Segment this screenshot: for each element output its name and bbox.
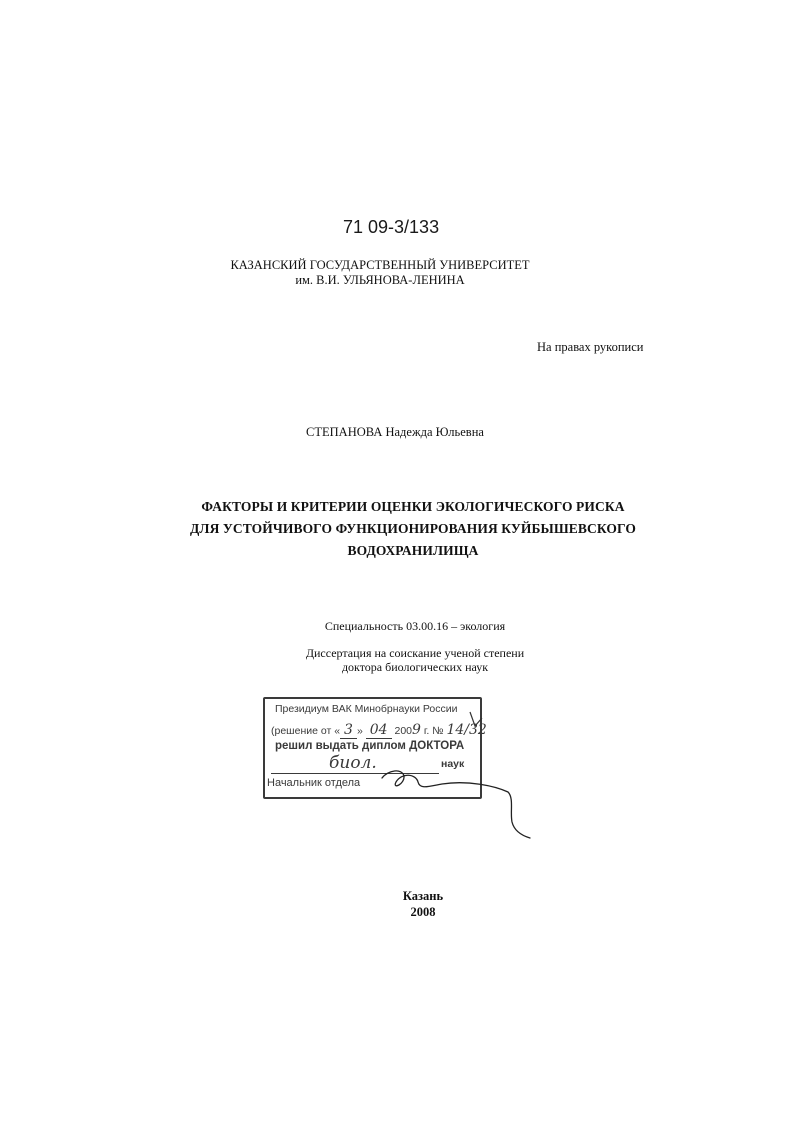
- stamp-decision-year: 9: [412, 722, 421, 738]
- thesis-title-line-1: ФАКТОРЫ И КРИТЕРИИ ОЦЕНКИ ЭКОЛОГИЧЕСКОГО РИСКА: [201, 499, 625, 514]
- specialty: Специальность 03.00.16 – экология: [324, 619, 506, 633]
- catalog-number: 71 09-3/133: [343, 217, 440, 237]
- stamp-decision-number-label: г. №: [423, 725, 444, 737]
- degree-line-1: Диссертация на соискание ученой степени: [305, 646, 525, 660]
- stamp-decision-day: 3: [340, 722, 357, 739]
- stamp-line-award: решил выдать диплом ДОКТОРА: [275, 740, 465, 752]
- stamp-decision-prefix: (решение от «: [271, 725, 341, 737]
- degree-line-2: доктора биологических наук: [341, 660, 489, 674]
- author-name: СТЕПАНОВА Надежда Юльевна: [306, 425, 484, 439]
- stamp-line-head: Начальник отдела: [267, 777, 361, 789]
- stamp-decision-year-prefix: 200: [394, 725, 413, 737]
- stamp-decision-number: 14/32: [446, 722, 487, 738]
- publication-city: Казань: [402, 889, 444, 903]
- stamp-decision-month: 04: [366, 722, 392, 739]
- stamp-line-presidium: Президиум ВАК Минобрнауки России: [275, 703, 458, 715]
- manuscript-rights-note: На правах рукописи: [537, 340, 644, 354]
- thesis-title-line-2: ДЛЯ УСТОЙЧИВОГО ФУНКЦИОНИРОВАНИЯ КУЙБЫШЕВСКОГО: [190, 521, 636, 536]
- stamp-science-suffix: наук: [441, 758, 465, 770]
- thesis-title-line-3: ВОДОХРАНИЛИЩА: [347, 543, 479, 558]
- publication-year: 2008: [410, 905, 436, 919]
- stamp-science-handwritten: биол.: [329, 753, 377, 773]
- stamp-decision-mid: »: [356, 725, 363, 737]
- stamp-line-decision: [271, 722, 487, 738]
- institution-dedication: им. В.И. УЛЬЯНОВА-ЛЕНИНА: [295, 273, 465, 287]
- stamp-field-science: [271, 755, 439, 774]
- vak-approval-stamp: [263, 697, 487, 799]
- institution-name: КАЗАНСКИЙ ГОСУДАРСТВЕННЫЙ УНИВЕРСИТЕТ: [230, 258, 530, 272]
